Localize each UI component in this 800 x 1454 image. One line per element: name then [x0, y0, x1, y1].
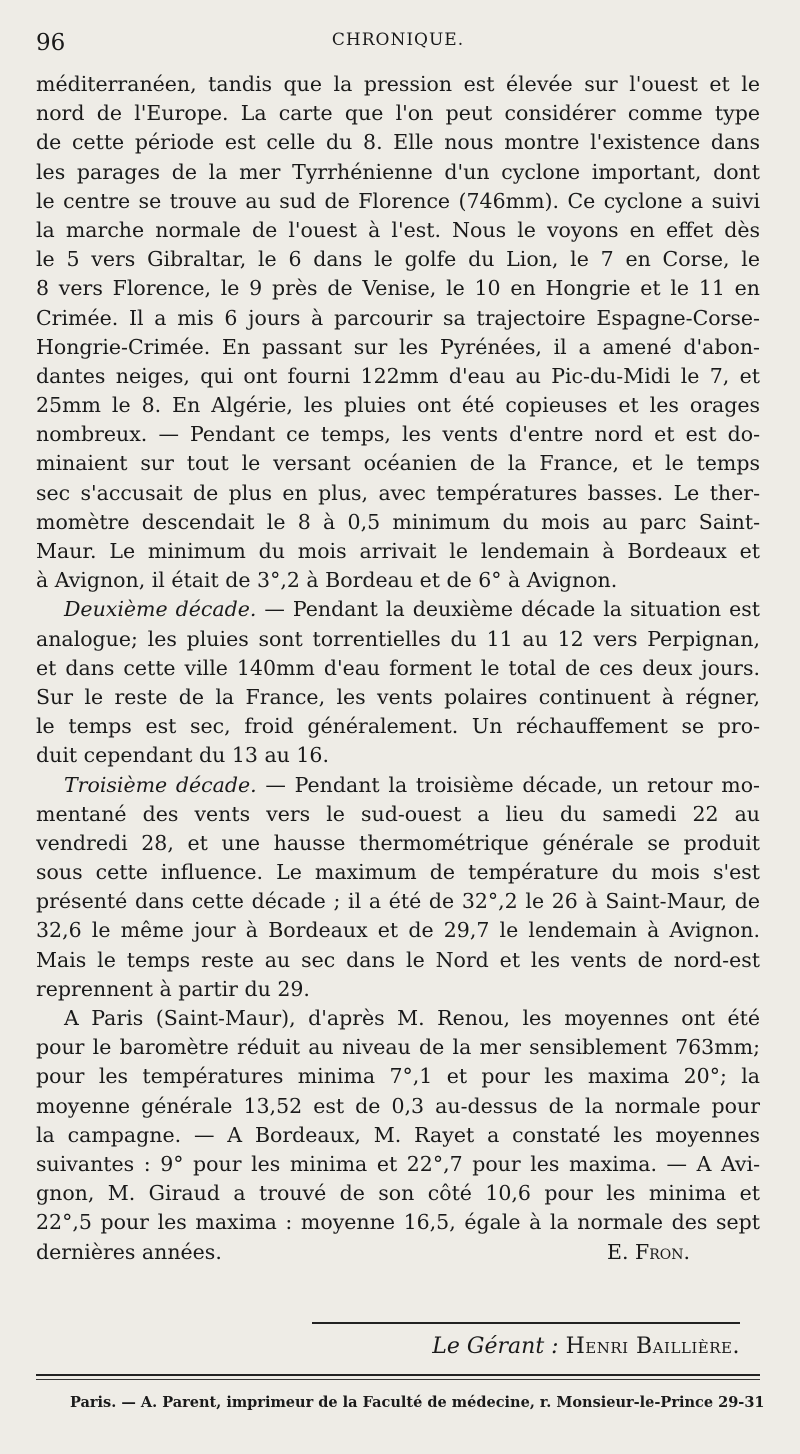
text-line: le 5 vers Gibraltar, le 6 dans le golfe du Lion, le 7 en Corse, le [36, 247, 760, 272]
text-line: minaient sur tout le versant océanien de la France, et le temps [36, 451, 760, 476]
footer-rule [36, 1374, 760, 1376]
text-line: à Avignon, il était de 3°,2 à Bordeau et de 6° à Avignon. [36, 568, 618, 593]
section-line [36, 771, 760, 800]
text-line: suivantes : 9° pour les minima et 22°,7 pour les maxima. — A Avi- [36, 1151, 760, 1176]
text-line: de cette période est celle du 8. Elle nous montre l'existence dans [36, 130, 760, 155]
section-line [36, 595, 760, 624]
text-line: et dans cette ville 140mm d'eau forment le total de ces deux jours. [36, 655, 760, 680]
text-line: A Paris (Saint-Maur), d'après M. Renou, les moyennes ont été [64, 1006, 760, 1030]
text-line: duit cependant du 13 au 16. [36, 743, 329, 768]
text-line: sous cette influence. Le maximum de température du mois s'est [36, 860, 760, 885]
text-line: nombreux. — Pendant ce temps, les vents d'entre nord et est do- [36, 422, 760, 447]
text-line: présenté dans cette décade ; il a été de 32°,2 le 26 à Saint-Maur, de [36, 889, 760, 914]
text-line: 22°,5 pour les maxima : moyenne 16,5, égale à la normale des sept [36, 1210, 760, 1235]
footer-rule-thin [36, 1379, 760, 1380]
text-run: dernières années. [36, 1239, 222, 1264]
article-body [36, 70, 760, 1267]
text-line: le centre se trouve au sud de Florence (746mm). Ce cyclone a suivi [36, 188, 760, 213]
text-line: reprennent à partir du 29. [36, 976, 310, 1001]
text-line: pour les températures minima 7°,1 et pour les maxima 20°; la [36, 1064, 760, 1089]
text-line: la marche normale de l'ouest à l'est. Nous le voyons en effet dès [36, 217, 760, 242]
text-line: vendredi 28, et une hausse thermométrique générale se produit [36, 830, 760, 855]
text-line: nord de l'Europe. La carte que l'on peut considérer comme type [36, 101, 760, 126]
text-line: mentané des vents vers le sud-ouest a lieu du samedi 22 au [36, 801, 760, 826]
text-line: Mais le temps reste au sec dans le Nord et les vents de nord-est [36, 947, 760, 972]
text-line: sec s'accusait de plus en plus, avec températures basses. Le ther- [36, 480, 760, 505]
text-run: — Pendant la deuxième décade la situation est [264, 597, 760, 622]
heading-deuxieme-decade: Deuxième décade. [64, 597, 257, 622]
text-line: la campagne. — A Bordeaux, M. Rayet a constaté les moyennes [36, 1122, 760, 1147]
gerant-name: Henri Baillière. [565, 1334, 740, 1359]
text-line: Sur le reste de la France, les vents polaires continuent à régner, [36, 684, 760, 709]
text-line: gnon, M. Giraud a trouvé de son côté 10,6 pour les minima et [36, 1181, 760, 1206]
text-line: les parages de la mer Tyrrhénienne d'un cyclone important, dont [36, 159, 760, 184]
printer-imprint: Paris. — A. Parent, imprimeur de la Faculté de médecine, r. Monsieur-le-Prince 29-31 [70, 1394, 765, 1411]
signature-line [36, 1238, 760, 1267]
text-line: analogue; les pluies sont torrentielles du 11 au 12 vers Perpignan, [36, 626, 760, 651]
text-line: Hongrie-Crimée. En passant sur les Pyrénées, il a amené d'abon- [36, 334, 760, 359]
author-signature: E. Fron. [606, 1239, 690, 1264]
text-run: — Pendant la troisième décade, un retour mo- [265, 772, 760, 797]
text-line: méditerranéen, tandis que la pression est élevée sur l'ouest et le [36, 72, 760, 96]
text-line: moyenne générale 13,52 est de 0,3 au-dessus de la normale pour [36, 1093, 760, 1118]
text-line: 32,6 le même jour à Bordeaux et de 29,7 le lendemain à Avignon. [36, 918, 760, 943]
text-line: pour le baromètre réduit au niveau de la mer sensiblement 763mm; [36, 1035, 760, 1060]
text-line: Maur. Le minimum du mois arrivait le lendemain à Bordeaux et [36, 539, 760, 563]
gerant-line [330, 1334, 740, 1359]
running-title: CHRONIQUE. [331, 30, 465, 50]
text-line: momètre descendait le 8 à 0,5 minimum du mois au parc Saint- [36, 509, 760, 534]
text-line: 25mm le 8. En Algérie, les pluies ont été copieuses et les orages [36, 393, 760, 418]
text-line: le temps est sec, froid généralement. Un réchauffement se pro- [36, 714, 760, 739]
gerant-label: Le Gérant : [432, 1334, 559, 1359]
heading-troisieme-decade: Troisième décade. [64, 772, 257, 797]
text-line: dantes neiges, qui ont fourni 122mm d'eau au Pic-du-Midi le 7, et [36, 363, 760, 388]
text-line: 8 vers Florence, le 9 près de Venise, le 10 en Hongrie et le 11 en [36, 276, 760, 301]
text-line: Crimée. Il a mis 6 jours à parcourir sa trajectoire Espagne-Corse- [36, 305, 760, 330]
page-header [36, 30, 760, 60]
page-number: 96 [36, 30, 66, 56]
divider-rule [312, 1322, 740, 1324]
